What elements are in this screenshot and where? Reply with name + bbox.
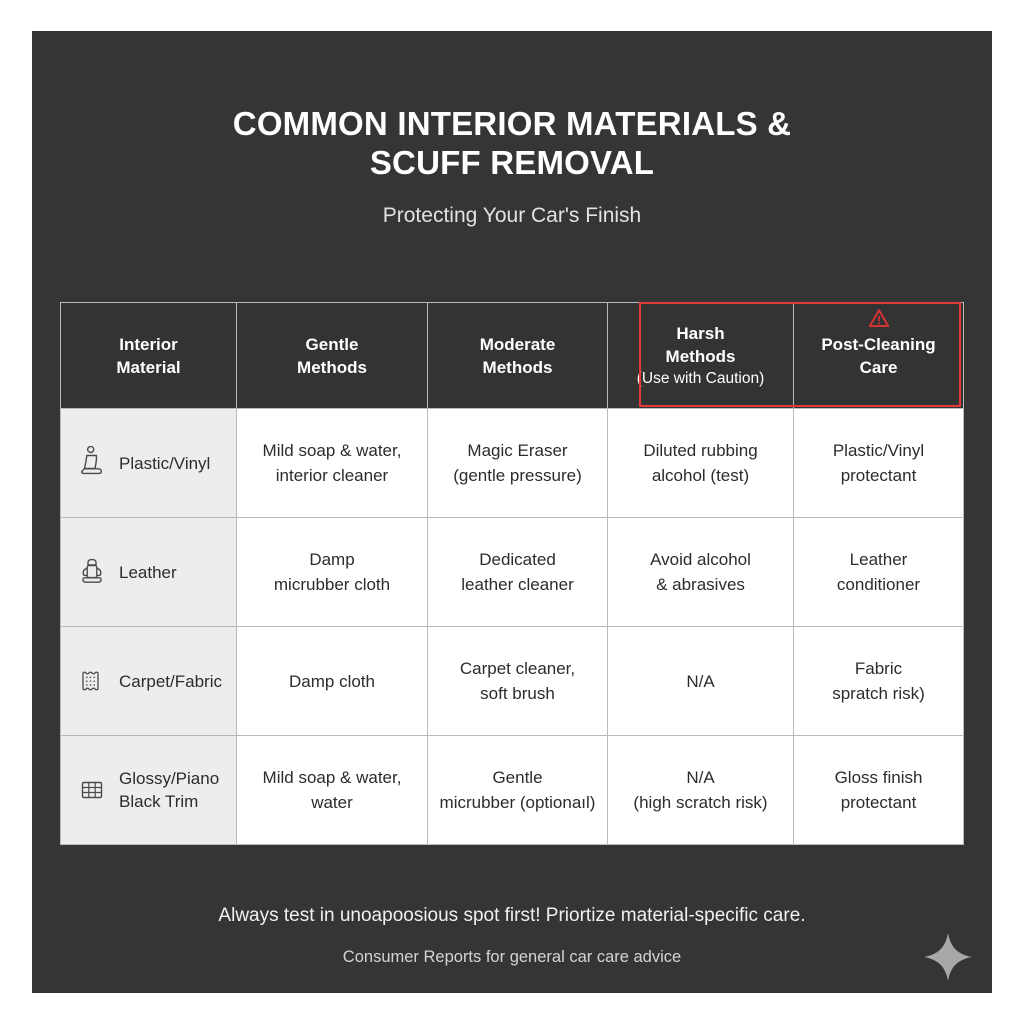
cell-gentle-methods [237,627,428,736]
table-row [61,518,964,627]
cell-gentle-methods [237,409,428,518]
page-subtitle: Protecting Your Car's Finish [382,204,642,227]
cell-line-2: (gentle pressure) [453,466,582,485]
cell-harsh-methods [608,409,794,518]
cell-line-2: conditioner [836,575,921,594]
cell-line-1: Carpet cleaner, [459,659,576,678]
cell-line-1: Plastic/Vinyl [832,441,925,460]
cell-line-1: Diluted rubbing [643,441,758,460]
material-label-line-2: Black Trim [119,792,199,811]
cell-line-1: Fabric [854,659,903,678]
cell-line-2: protectant [840,466,917,485]
cell-post-cleaning-care [794,518,964,627]
cell-harsh-methods [608,518,794,627]
cell-line-1: N/A [686,671,715,691]
cell-line-2: soft brush [480,684,555,703]
cell-line-1: Dedicated [479,550,556,569]
cell-moderate-methods [428,627,608,736]
cell-line-1: N/A [686,768,715,787]
cell-line-2: (high scratch risk) [633,793,768,812]
cell-line-1: Leather [849,550,908,569]
material-label: Plastic/Vinyl [119,453,211,473]
cell-post-cleaning-care [794,736,964,845]
cell-line-1: Damp cloth [289,671,375,691]
column-header-gentle-methods [237,303,428,409]
table-row [61,409,964,518]
cell-post-cleaning-care [794,627,964,736]
cell-line-1: Mild soap & water, [262,768,402,787]
material-cell-plastic-vinyl [61,409,237,518]
column-header-harsh-methods [608,303,794,409]
cell-line-2: spratch risk) [832,684,925,703]
cell-post-cleaning-care [794,409,964,518]
footer-main-note: Always test in unoapoosious spot first! Priortize material-specific care. [218,905,806,926]
footer-source-note: Consumer Reports for general car care advice [342,948,682,966]
cell-moderate-methods [428,518,608,627]
cell-line-1: Magic Eraser [467,441,568,460]
table-body [61,409,964,845]
material-label [119,767,219,813]
material-label-line-1: Glossy/Piano [119,769,220,788]
column-header-line-2: Material [116,357,181,377]
column-header-line-1: Post-Cleaning [821,334,936,354]
cell-line-2: micrubber cloth [273,575,391,594]
material-cell-leather [61,518,237,627]
column-header-line-1: Gentle [305,334,359,354]
column-header-post-cleaning-care [794,303,964,409]
page-title [202,104,822,182]
material-label: Carpet/Fabric [119,671,222,691]
cell-harsh-methods [608,736,794,845]
page-title-line-2: SCUFF REMOVAL [369,144,655,181]
sparkle-icon [922,931,974,983]
column-header-moderate-methods [428,303,608,409]
column-header-line-2: Methods [665,346,736,366]
table-row [61,627,964,736]
cell-line-1: Mild soap & water, [262,441,402,460]
header [32,31,992,229]
warning-triangle-icon [868,308,890,328]
cell-gentle-methods [237,736,428,845]
cell-line-2: leather cleaner [461,575,574,594]
cell-line-2: micrubber (optionaıl) [439,793,596,812]
cell-line-2: water [311,793,353,812]
cell-line-2: & abrasives [656,575,745,594]
material-cell-glossy-piano-black-trim [61,736,237,845]
material-cell-carpet-fabric [61,627,237,736]
cell-gentle-methods [237,518,428,627]
table-row [61,736,964,845]
car-seat-side-icon [75,446,109,480]
column-header-line-1: Moderate [479,334,556,354]
infographic-panel [32,31,992,993]
column-header-line-2: Care [859,357,898,377]
cell-line-1: Damp [309,550,355,569]
cell-harsh-methods [608,627,794,736]
column-header-interior-material [61,303,237,409]
cell-line-2: protectant [840,793,917,812]
materials-table [60,302,964,845]
car-seat-front-icon [75,555,109,589]
cell-moderate-methods [428,409,608,518]
table-header-row [61,303,964,409]
cell-line-1: Gloss finish [834,768,923,787]
column-header-caution-note: (Use with Caution) [636,369,765,387]
grid-panel-icon [75,773,109,807]
cell-line-1: Avoid alcohol [650,550,751,569]
cell-line-2: interior cleaner [275,466,389,485]
footer [32,903,992,969]
table-header [61,303,964,409]
column-header-line-2: Methods [482,357,553,377]
fabric-swatch-icon [75,664,109,698]
column-header-line-1: Interior [119,334,178,354]
cell-line-2: alcohol (test) [651,466,750,485]
column-header-line-2: Methods [297,357,367,377]
page-title-line-1: COMMON INTERIOR MATERIALS & [232,105,792,142]
cell-moderate-methods [428,736,608,845]
column-header-line-1: Harsh [676,323,725,343]
material-label: Leather [119,562,177,582]
materials-table-container [60,302,963,845]
cell-line-1: Gentle [492,768,543,787]
